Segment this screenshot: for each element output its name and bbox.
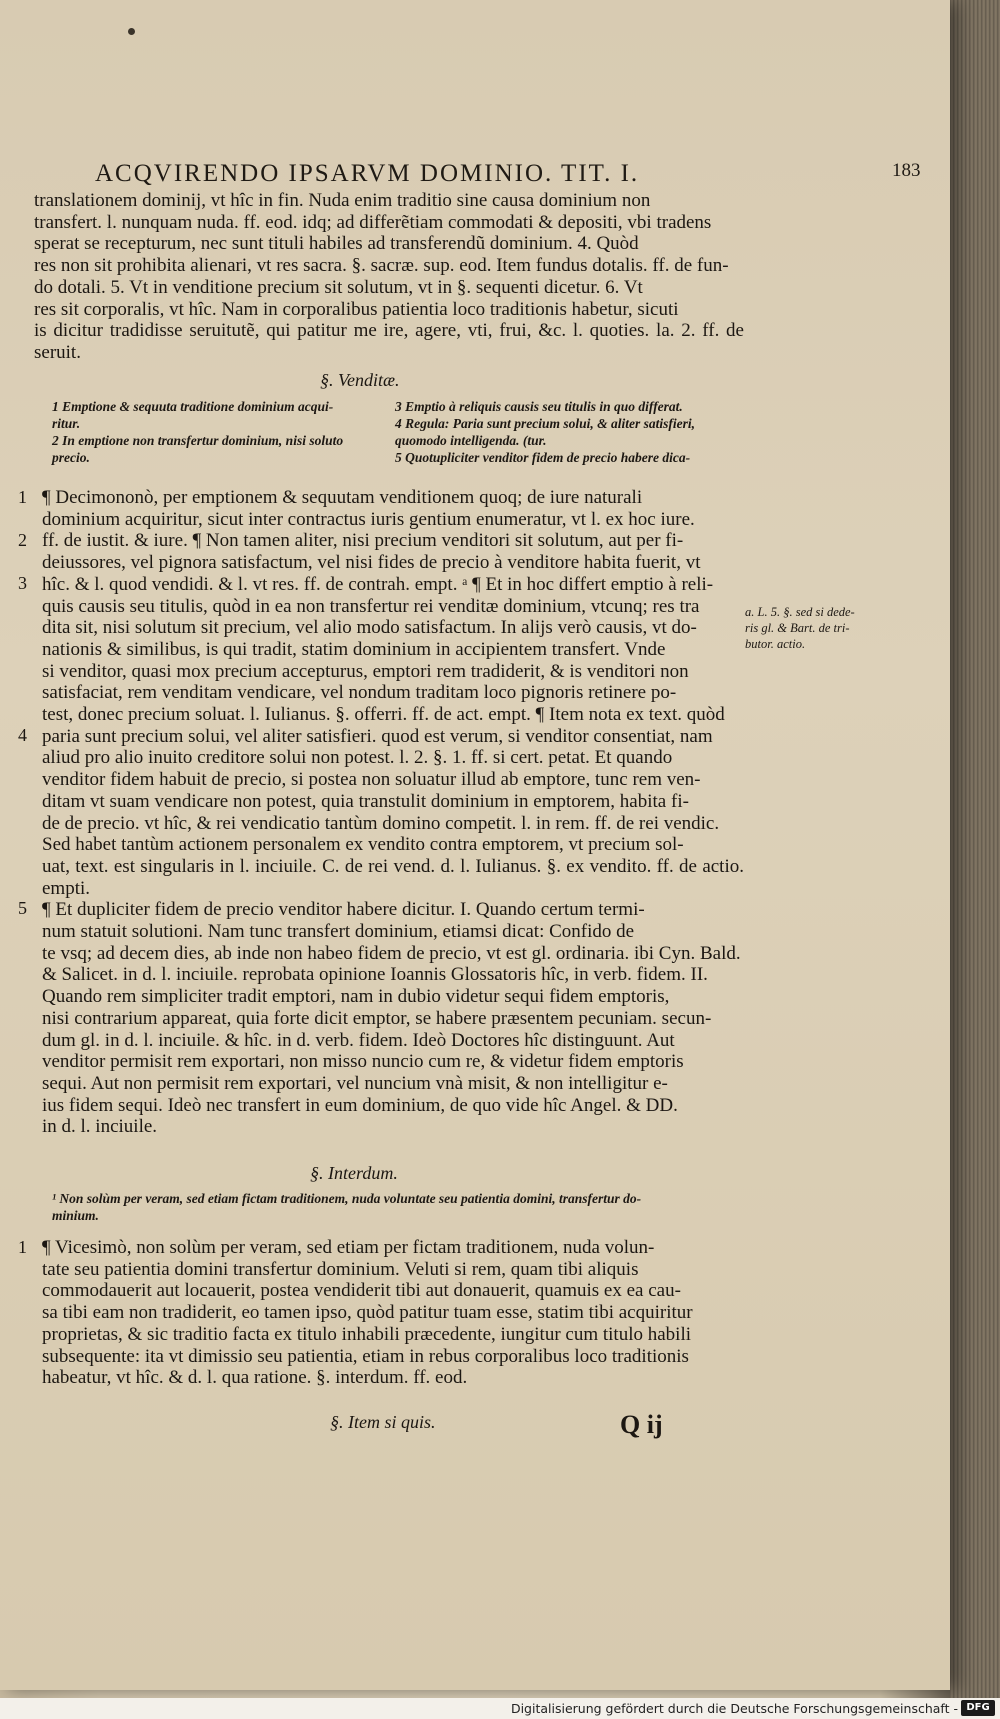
- text-line: ff. de iustit. & iure. ¶ Non tamen aliter, nisi precium venditori sit solutum, aut per fi-: [42, 530, 684, 552]
- text-line: dita sit, nisi solutum sit precium, vel alio modo satisfactum. In alijs verò causis, vt do-: [42, 617, 697, 639]
- summary-line: 5 Quotupliciter venditor fidem de precio habere dica-: [395, 450, 691, 465]
- text-line: Quando rem simpliciter tradit emptori, nam in dubio videtur sequi fidem emptoris,: [42, 986, 670, 1008]
- summary-line: 2 In emptione non transfertur dominium, nisi soluto: [52, 433, 344, 448]
- text-block-1: [34, 190, 744, 364]
- text-line: satisfaciat, rem venditam vendicare, vel nondum traditam loco pignoris retinere po-: [42, 682, 677, 704]
- signature-mark: Q ij: [620, 1410, 663, 1439]
- text-line: nisi contrarium appareat, quia forte dicit emptor, se habere præsentem pecuniam. secun-: [42, 1007, 712, 1029]
- margin-number: 1: [18, 1237, 27, 1257]
- margin-number: 2: [18, 530, 27, 550]
- ink-spot: [128, 28, 135, 35]
- text-line: deiussores, vel pignora satisfactum, vel nisi fides de precio à venditore habita fuerit, vt: [42, 552, 701, 574]
- section-heading-venditae: §. Venditæ.: [320, 370, 400, 390]
- text-line: sperat se recepturum, nec sunt tituli habiles ad transferendũ dominium. 4. Quòd: [34, 233, 639, 255]
- text-line: si venditor, quasi mox precium accepturus, emptori rem tradiderit, & is venditori non: [42, 660, 689, 682]
- text-line: ¶ Et dupliciter fidem de precio venditor habere dicitur. I. Quando certum termi-: [42, 899, 645, 921]
- text-line: habeatur, vt hîc. & d. l. qua ratione. §. interdum. ff. eod.: [42, 1367, 468, 1389]
- book-page-edges: [950, 0, 1000, 1719]
- text-line: tate seu patientia domini transfertur dominium. Veluti si rem, quam tibi aliquis: [42, 1258, 639, 1280]
- text-line: do dotali. 5. Vt in venditione precium sit solutum, vt in §. sequenti dicetur. 6. Vt: [34, 276, 643, 298]
- section-heading-interdum: §. Interdum.: [310, 1163, 398, 1183]
- text-line: dum gl. in d. l. inciuile. & hîc. in d. verb. fidem. Ideò Doctores hîc distinguunt. Aut: [42, 1029, 675, 1051]
- text-line: venditor permisit rem exportari, non misso nuncio cum re, & videtur fidem emptoris: [42, 1051, 684, 1073]
- text-block-2: [42, 487, 744, 1138]
- text-line: transfert. l. nunquam nuda. ff. eod. idq; ad differẽtiam commodati & depositi, vbi tradens: [34, 211, 712, 233]
- summary-line: ¹ Non solùm per veram, sed etiam fictam traditionem, nuda voluntate seu patientia domini, transfertur do-: [52, 1191, 642, 1206]
- text-line: dominium acquiritur, sicut inter contractus iuris gentium enumeratur, vt l. ex hoc iure.: [42, 508, 695, 530]
- text-line: ¶ Decimononò, per emptionem & sequutam venditionem quoq; de iure naturali: [42, 487, 643, 508]
- text-line: sequi. Aut non permisit rem exportari, vel nuncium vnà misit, & non intelligitur e-: [42, 1072, 668, 1094]
- text-line: venditor fidem habuit de precio, si postea non soluatur illud ab emptore, tunc rem ven-: [42, 769, 701, 791]
- margin-number: 5: [18, 898, 27, 918]
- summary-line: quomodo intelligenda. (tur.: [395, 433, 547, 448]
- running-head: ACQVIRENDO IPSARVM DOMINIO. TIT. I.: [95, 160, 640, 187]
- summary-line: precio.: [52, 450, 90, 465]
- margin-number: 4: [18, 725, 27, 745]
- summary-line: 3 Emptio à reliquis causis seu titulis in quo differat.: [395, 399, 683, 414]
- text-line: proprietas, & sic traditio facta ex titulo inhabili præcedente, iungitur cum titulo habili: [42, 1323, 692, 1345]
- text-line: in d. l. inciuile.: [42, 1116, 158, 1138]
- marginal-citation: [745, 604, 920, 652]
- text-line: paria sunt precium solui, vel aliter satisfieri. quod est verum, si venditor consentiat, nam: [42, 725, 713, 747]
- summary-line: 1 Emptione & sequuta traditione dominium acqui-: [52, 399, 334, 414]
- text-line: Sed habet tantùm actionem personalem ex vendito contra emptorem, vt precium sol-: [42, 834, 684, 856]
- text-line: ¶ Vicesimò, non solùm per veram, sed etiam per fictam traditionem, nuda volun-: [42, 1237, 655, 1258]
- text-line: & Salicet. in d. l. inciuile. reprobata opinione Ioannis Glossatoris hîc, in verb. fidem. II.: [42, 964, 708, 986]
- footer-credit: Digitalisierung gefördert durch die Deutsche Forschungsgemeinschaft -: [510, 1701, 958, 1716]
- text-line: subsequente: ita vt dimissio seu patientia, etiam in rebus corporalibus loco traditionis: [42, 1345, 689, 1367]
- text-line: translationem dominij, vt hîc in fin. Nuda enim traditio sine causa dominium non: [34, 190, 651, 211]
- dfg-logo-icon: DFG: [961, 1700, 995, 1716]
- summary-line: minium.: [52, 1208, 99, 1223]
- section-heading-item-si-quis: §. Item si quis.: [330, 1412, 436, 1432]
- text-line: ditam vt suam vendicare non potest, quia transtulit dominium in emptorem, habita fi-: [42, 790, 689, 812]
- text-line: res non sit prohibita alienari, vt res sacra. §. sacræ. sup. eod. Item fundus dotalis. ff. de fun-: [34, 255, 729, 277]
- side-note-line: butor. actio.: [745, 637, 806, 651]
- text-line: test, donec precium soluat. l. Iulianus. §. offerri. ff. de act. empt. ¶ Item nota ex text. quòd: [42, 704, 725, 726]
- text-line: de de precio. vt hîc, & rei vendicatio tantùm domino competit. l. in rem. ff. de rei vendic.: [42, 812, 720, 834]
- text-line: num statuit solutioni. Nam tunc transfert dominium, etiamsi dicat: Confido de: [42, 921, 635, 943]
- text-line: nationis & similibus, is qui tradit, statim dominium in accipientem transfert. Vnde: [42, 638, 666, 660]
- margin-number: 3: [18, 573, 27, 593]
- margin-number: 1: [18, 487, 27, 507]
- page-number: 183: [892, 160, 921, 181]
- text-block-3: [42, 1237, 744, 1389]
- text-line: te vsq; ad decem dies, ab inde non habeo fidem de precio, vt est gl. ordinaria. ibi Cyn. Bald.: [42, 942, 741, 964]
- text-line: sa tibi eam non tradiderit, eo tamen ipso, quòd patitur tuam esse, statim tibi acquiritur: [42, 1302, 693, 1324]
- summary-interdum: [52, 1190, 744, 1224]
- text-line: uat, text. est singularis in l. inciuile. C. de rei vend. d. l. Iulianus. §. ex vendito. ff. de actio. empti.: [42, 855, 744, 899]
- summary-right: [395, 398, 745, 466]
- side-note-line: ris gl. & Bart. de tri-: [745, 621, 850, 635]
- side-note-line: a. L. 5. §. sed si dede-: [745, 605, 855, 619]
- summary-line: ritur.: [52, 416, 81, 431]
- text-line: res sit corporalis, vt hîc. Nam in corporalibus patientia loco traditionis habetur, sicuti: [34, 298, 679, 320]
- text-line: commodauerit aut locauerit, postea vendiderit tibi aut donauerit, quamuis ex ea cau-: [42, 1280, 681, 1302]
- summary-line: 4 Regula: Paria sunt precium solui, & aliter satisfieri,: [395, 416, 696, 431]
- text-line: quis causis seu titulis, quòd in ea non transfertur rei venditæ dominium, vtcunq; res tra: [42, 595, 700, 617]
- text-line: is dicitur tradidisse seruitutẽ, qui patitur me ire, agere, vti, frui, &c. l. quoties. la. 2. ff. de seruit.: [34, 320, 744, 363]
- text-line: ius fidem sequi. Ideò nec transfert in eum dominium, de quo vide hîc Angel. & DD.: [42, 1094, 678, 1116]
- footer-bar: [0, 1698, 1000, 1719]
- summary-left: [52, 398, 382, 466]
- text-line: hîc. & l. quod vendidi. & l. vt res. ff. de contrah. empt. ᵃ ¶ Et in hoc differt emptio à reli-: [42, 573, 714, 595]
- text-line: aliud pro alio inuito creditore solui non potest. l. 2. §. 1. ff. si cert. petat. Et quando: [42, 747, 673, 769]
